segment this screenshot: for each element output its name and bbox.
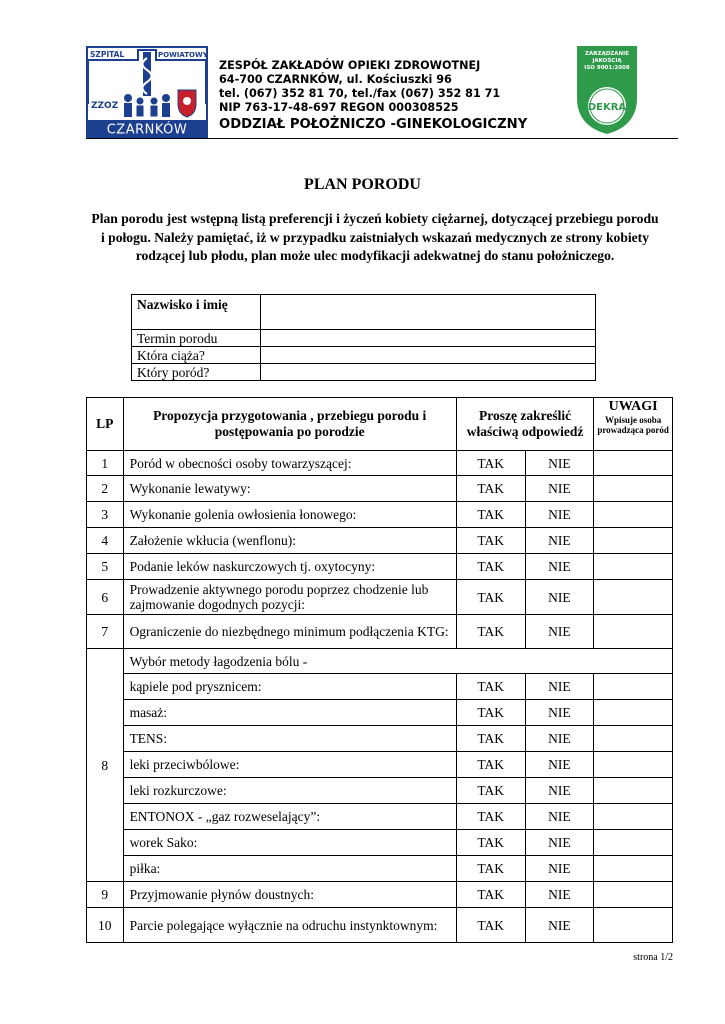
document-title: PLAN PORODU xyxy=(304,176,421,193)
yes-option[interactable]: TAK xyxy=(456,700,525,726)
table-row xyxy=(87,476,673,502)
dekra-iso-badge xyxy=(575,44,639,136)
org-address: 64-700 CZARNKÓW, ul. Kościuszki 96 xyxy=(219,73,452,86)
table-subrow xyxy=(87,726,673,752)
no-option[interactable]: NIE xyxy=(525,804,594,830)
table-row xyxy=(87,649,673,674)
no-option[interactable]: NIE xyxy=(525,830,594,856)
table-row xyxy=(87,502,673,528)
notes-cell[interactable] xyxy=(594,476,673,502)
table-row xyxy=(87,882,673,908)
row-number: 4 xyxy=(87,528,124,554)
table-subrow xyxy=(87,674,673,700)
table-subrow xyxy=(87,830,673,856)
yes-option[interactable]: TAK xyxy=(456,830,525,856)
cert-line2: JAKOŚCIĄ xyxy=(592,58,622,64)
no-option[interactable]: NIE xyxy=(525,908,594,943)
department-name: ODDZIAŁ POŁOŻNICZO -GINEKOLOGICZNY xyxy=(219,117,528,132)
row-text: Ograniczenie do niezbędnego minimum podłączenia KTG: xyxy=(123,615,456,649)
row-number: 1 xyxy=(87,451,124,476)
cert-line1: ZARZĄDZANIE xyxy=(585,51,629,57)
row-number: 2 xyxy=(87,476,124,502)
subrow-text: kąpiele pod prysznicem: xyxy=(123,674,456,700)
patient-info-table xyxy=(131,294,596,381)
yes-option[interactable]: TAK xyxy=(456,528,525,554)
notes-cell[interactable] xyxy=(594,615,673,649)
row-number: 3 xyxy=(87,502,124,528)
subrow-text: masaż: xyxy=(123,700,456,726)
pregnancy-field[interactable] xyxy=(261,347,596,364)
row-text: Przyjmowanie płynów doustnych: xyxy=(123,882,456,908)
row-text: Prowadzenie aktywnego porodu poprzez chodzenie lub zajmowanie dogodnych pozycji: xyxy=(123,580,456,615)
cert-brand: DEKRA xyxy=(587,102,627,113)
table-subrow xyxy=(87,752,673,778)
no-option[interactable]: NIE xyxy=(525,856,594,882)
row-text: Wykonanie golenia owłosienia łonowego: xyxy=(123,502,456,528)
no-option[interactable]: NIE xyxy=(525,700,594,726)
yes-option[interactable]: TAK xyxy=(456,674,525,700)
notes-cell[interactable] xyxy=(594,804,673,830)
org-ids: NIP 763-17-48-697 REGON 000308525 xyxy=(219,101,459,114)
logo-text-czarnkow: CZARNKÓW xyxy=(106,122,188,138)
table-subrow xyxy=(87,700,673,726)
notes-cell[interactable] xyxy=(594,502,673,528)
yes-option[interactable]: TAK xyxy=(456,476,525,502)
yes-option[interactable]: TAK xyxy=(456,502,525,528)
no-option[interactable]: NIE xyxy=(525,674,594,700)
yes-option[interactable]: TAK xyxy=(456,580,525,615)
header-notes xyxy=(594,398,673,451)
subrow-text: piłka: xyxy=(123,856,456,882)
notes-cell[interactable] xyxy=(594,554,673,580)
subrow-text: leki rozkurczowe: xyxy=(123,778,456,804)
yes-option[interactable]: TAK xyxy=(456,451,525,476)
logo-text-szpital: SZPITAL xyxy=(90,50,125,59)
yes-option[interactable]: TAK xyxy=(456,908,525,943)
no-option[interactable]: NIE xyxy=(525,554,594,580)
notes-cell[interactable] xyxy=(594,726,673,752)
row-text: Wybór metody łagodzenia bólu - xyxy=(123,649,672,674)
no-option[interactable]: NIE xyxy=(525,726,594,752)
hospital-logo xyxy=(86,46,208,138)
yes-option[interactable]: TAK xyxy=(456,778,525,804)
no-option[interactable]: NIE xyxy=(525,451,594,476)
notes-title: UWAGI xyxy=(608,399,658,414)
org-name: ZESPÓŁ ZAKŁADÓW OPIEKI ZDROWOTNEJ xyxy=(219,59,481,72)
birth-label: Który poród? xyxy=(132,364,261,381)
no-option[interactable]: NIE xyxy=(525,752,594,778)
table-row xyxy=(87,554,673,580)
notes-cell[interactable] xyxy=(594,580,673,615)
notes-cell[interactable] xyxy=(594,882,673,908)
subrow-text: worek Sako: xyxy=(123,830,456,856)
due-date-field[interactable] xyxy=(261,330,596,347)
no-option[interactable]: NIE xyxy=(525,502,594,528)
logo-text-powiatowy: POWIATOWY xyxy=(158,51,208,59)
yes-option[interactable]: TAK xyxy=(456,726,525,752)
no-option[interactable]: NIE xyxy=(525,580,594,615)
subrow-text: ENTONOX - „gaz rozweselający”: xyxy=(123,804,456,830)
notes-cell[interactable] xyxy=(594,752,673,778)
row-text: Wykonanie lewatywy: xyxy=(123,476,456,502)
header-divider xyxy=(86,138,678,139)
pregnancy-label: Która ciąża? xyxy=(132,347,261,364)
table-row xyxy=(87,908,673,943)
table-row xyxy=(87,580,673,615)
notes-subtitle: Wpisuje osoba prowadząca poród xyxy=(597,415,669,435)
yes-option[interactable]: TAK xyxy=(456,856,525,882)
yes-option[interactable]: TAK xyxy=(456,554,525,580)
table-subrow xyxy=(87,856,673,882)
row-number: 7 xyxy=(87,615,124,649)
yes-option[interactable]: TAK xyxy=(456,615,525,649)
row-number: 10 xyxy=(87,908,124,943)
row-number: 8 xyxy=(87,649,124,882)
table-header-row xyxy=(87,398,673,451)
row-number: 6 xyxy=(87,580,124,615)
notes-cell[interactable] xyxy=(594,528,673,554)
birth-plan-table xyxy=(86,397,673,943)
yes-option[interactable]: TAK xyxy=(456,804,525,830)
header-lp: LP xyxy=(87,398,124,451)
row-number: 9 xyxy=(87,882,124,908)
page-number: strona 1/2 xyxy=(633,952,673,963)
no-option[interactable]: NIE xyxy=(525,615,594,649)
row-text: Parcie polegające wyłącznie na odruchu instynktownym: xyxy=(123,908,456,943)
notes-cell[interactable] xyxy=(594,674,673,700)
row-number: 5 xyxy=(87,554,124,580)
header-proposal: Propozycja przygotowania , przebiegu porodu i postępowania po porodzie xyxy=(123,398,456,451)
intro-paragraph: Plan porodu jest wstępną listą preferencji i życzeń kobiety ciężarnej, dotyczącej przebiegu porodu i połogu. Należy pamiętać, iż w przypadku zaistniałych wskazań medycznych ze strony kobiety rodzącej lub płodu, plan może ulec modyfikacji adekwatnej do stanu położniczego. xyxy=(91,211,659,263)
subrow-text: leki przeciwbólowe: xyxy=(123,752,456,778)
row-text: Poród w obecności osoby towarzyszącej: xyxy=(123,451,456,476)
no-option[interactable]: NIE xyxy=(525,778,594,804)
table-row xyxy=(87,451,673,476)
subrow-text: TENS: xyxy=(123,726,456,752)
name-label: Nazwisko i imię xyxy=(132,295,261,330)
logo-text-zzoz: ZZOZ xyxy=(91,101,119,111)
no-option[interactable]: NIE xyxy=(525,882,594,908)
yes-option[interactable]: TAK xyxy=(456,752,525,778)
org-phone: tel. (067) 352 81 70, tel./fax (067) 352 81 71 xyxy=(219,87,501,100)
notes-cell[interactable] xyxy=(594,856,673,882)
yes-option[interactable]: TAK xyxy=(456,882,525,908)
no-option[interactable]: NIE xyxy=(525,528,594,554)
header-info xyxy=(219,59,527,133)
header-answer: Proszę zakreślić właściwą odpowiedź xyxy=(456,398,593,451)
notes-cell[interactable] xyxy=(594,451,673,476)
table-subrow xyxy=(87,778,673,804)
row-text: Założenie wkłucia (wenflonu): xyxy=(123,528,456,554)
no-option[interactable]: NIE xyxy=(525,476,594,502)
table-subrow xyxy=(87,804,673,830)
notes-cell[interactable] xyxy=(594,830,673,856)
table-row xyxy=(87,615,673,649)
notes-cell[interactable] xyxy=(594,700,673,726)
row-text: Podanie leków naskurczowych tj. oxytocyny: xyxy=(123,554,456,580)
birth-field[interactable] xyxy=(261,364,596,381)
name-field[interactable] xyxy=(261,295,596,330)
cert-line3: ISO 9001:2008 xyxy=(584,65,630,71)
notes-cell[interactable] xyxy=(594,778,673,804)
notes-cell[interactable] xyxy=(594,908,673,943)
table-row xyxy=(87,528,673,554)
due-date-label: Termin porodu xyxy=(132,330,261,347)
